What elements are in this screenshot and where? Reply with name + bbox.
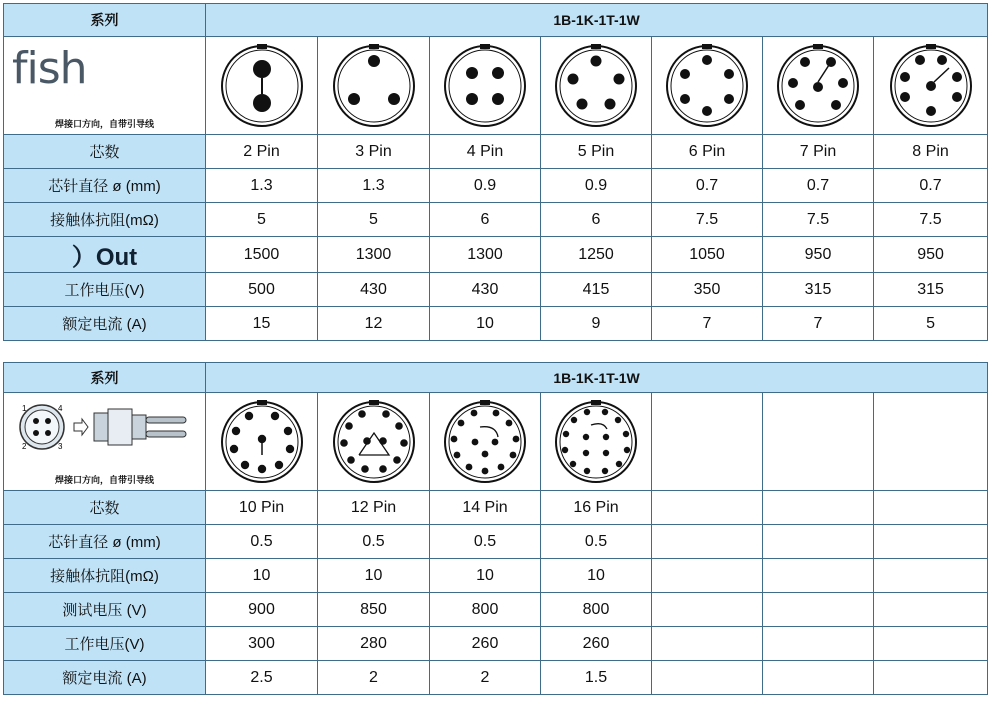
spec-value-cell: 8 Pin — [874, 135, 988, 169]
spec-value-cell: 500 — [206, 273, 318, 307]
spec-value-cell: 2.5 — [206, 661, 318, 695]
spec-value-cell — [763, 525, 874, 559]
pin-layout-2-icon — [217, 41, 307, 131]
spec-value-cell: 0.7 — [763, 169, 874, 203]
spec-value-cell: 2 Pin — [206, 135, 318, 169]
spec-value-cell — [874, 491, 988, 525]
spec-value-cell: 0.9 — [541, 169, 652, 203]
spec-value-cell: 12 Pin — [318, 491, 430, 525]
image-caption: 焊接口方向，自带引导线 — [54, 119, 154, 129]
spec-value-cell — [652, 593, 763, 627]
series-value: 1B-1K-1T-1W — [206, 4, 988, 37]
spec-value-cell: 10 — [430, 307, 541, 341]
spec-value-cell — [874, 559, 988, 593]
row-label: 工作电压(V) — [4, 273, 206, 307]
product-image-cell — [4, 37, 206, 135]
spec-value-cell: 4 Pin — [430, 135, 541, 169]
spec-value-cell: 10 — [541, 559, 652, 593]
spec-value-cell: 0.7 — [652, 169, 763, 203]
spec-value-cell: 950 — [763, 237, 874, 273]
pin-layout-8-icon — [886, 41, 976, 131]
spec-value-cell: 6 — [541, 203, 652, 237]
image-caption: 焊接口方向，自带引导线 — [54, 475, 154, 485]
spec-value-cell — [652, 525, 763, 559]
spec-value-cell: 0.9 — [430, 169, 541, 203]
row-label: ）Out — [4, 237, 206, 273]
pin-layout-14-icon — [440, 397, 530, 487]
spec-row — [4, 273, 988, 307]
spec-value-cell: 2 — [318, 661, 430, 695]
spec-value-cell: 7 — [763, 307, 874, 341]
spec-value-cell: 5 — [874, 307, 988, 341]
spec-value-cell: 1050 — [652, 237, 763, 273]
spec-value-cell: 800 — [430, 593, 541, 627]
spec-value-cell: 260 — [541, 627, 652, 661]
spec-value-cell — [874, 661, 988, 695]
row-label: 额定电流 (A) — [4, 661, 206, 695]
spec-value-cell: 10 — [206, 559, 318, 593]
spec-value-cell — [652, 661, 763, 695]
spec-value-cell — [763, 593, 874, 627]
spec-value-cell: 9 — [541, 307, 652, 341]
spec-row — [4, 627, 988, 661]
spec-value-cell: 350 — [652, 273, 763, 307]
spec-value-cell: 16 Pin — [541, 491, 652, 525]
spec-value-cell: 7.5 — [874, 203, 988, 237]
spec-value-cell — [763, 559, 874, 593]
spec-value-cell: 0.5 — [541, 525, 652, 559]
spec-value-cell: 1500 — [206, 237, 318, 273]
diagram-number-3: 3 — [58, 442, 63, 451]
spec-value-cell: 1250 — [541, 237, 652, 273]
pin-layout-7-icon — [773, 41, 863, 131]
spec-value-cell: 300 — [206, 627, 318, 661]
pin-layout-16-icon — [551, 397, 641, 487]
spec-value-cell: 3 Pin — [318, 135, 430, 169]
spec-value-cell — [652, 627, 763, 661]
spec-value-cell — [874, 627, 988, 661]
spec-value-cell: 430 — [430, 273, 541, 307]
pin-layout-4-icon — [440, 41, 530, 131]
spec-value-cell: 0.5 — [430, 525, 541, 559]
row-label: 接触体抗阻(mΩ) — [4, 203, 206, 237]
series-value: 1B-1K-1T-1W — [206, 363, 988, 393]
spec-value-cell — [874, 593, 988, 627]
spec-value-cell: 5 — [318, 203, 430, 237]
spec-value-cell: 6 — [430, 203, 541, 237]
spec-value-cell: 15 — [206, 307, 318, 341]
spec-value-cell: 850 — [318, 593, 430, 627]
spec-value-cell: 5 — [206, 203, 318, 237]
spec-value-cell: 6 Pin — [652, 135, 763, 169]
row-label: 芯数 — [4, 491, 206, 525]
row-label: 芯针直径 ø (mm) — [4, 169, 206, 203]
spec-value-cell — [874, 525, 988, 559]
spec-row — [4, 661, 988, 695]
row-label: 工作电压(V) — [4, 627, 206, 661]
watermark-text: fish — [12, 43, 87, 94]
spec-value-cell: 7 — [652, 307, 763, 341]
spec-value-cell: 1.3 — [206, 169, 318, 203]
row-label: 芯针直径 ø (mm) — [4, 525, 206, 559]
spec-value-cell: 1.5 — [541, 661, 652, 695]
spec-value-cell: 315 — [763, 273, 874, 307]
spec-value-cell: 10 — [318, 559, 430, 593]
pin-layout-12-icon — [329, 397, 419, 487]
spec-value-cell: 0.7 — [874, 169, 988, 203]
spec-value-cell: 900 — [206, 593, 318, 627]
spec-value-cell: 12 — [318, 307, 430, 341]
series-label: 系列 — [4, 4, 206, 37]
diagram-number-2: 2 — [22, 442, 27, 451]
spec-value-cell: 950 — [874, 237, 988, 273]
pin-layout-5-icon — [551, 41, 641, 131]
spec-value-cell: 415 — [541, 273, 652, 307]
row-label: 额定电流 (A) — [4, 307, 206, 341]
empty-image-cell — [874, 393, 988, 491]
spec-row — [4, 237, 988, 273]
series-label: 系列 — [4, 363, 206, 393]
spec-row — [4, 559, 988, 593]
spec-value-cell: 280 — [318, 627, 430, 661]
connector-diagram-cell — [4, 393, 206, 491]
spec-value-cell: 14 Pin — [430, 491, 541, 525]
spec-value-cell: 7 Pin — [763, 135, 874, 169]
spec-row — [4, 491, 988, 525]
spec-value-cell — [763, 491, 874, 525]
row-label: 接触体抗阻(mΩ) — [4, 559, 206, 593]
spec-value-cell — [763, 627, 874, 661]
spec-value-cell: 7.5 — [652, 203, 763, 237]
pin-layout-3-icon — [329, 41, 419, 131]
pin-layout-6-icon — [662, 41, 752, 131]
spec-value-cell: 430 — [318, 273, 430, 307]
spec-row — [4, 593, 988, 627]
spec-row — [4, 203, 988, 237]
spec-value-cell: 1.3 — [318, 169, 430, 203]
spec-value-cell — [652, 559, 763, 593]
spec-value-cell: 0.5 — [206, 525, 318, 559]
spec-row — [4, 525, 988, 559]
spec-value-cell: 260 — [430, 627, 541, 661]
spec-value-cell: 10 — [430, 559, 541, 593]
spec-row — [4, 307, 988, 341]
spec-value-cell: 5 Pin — [541, 135, 652, 169]
row-label: 测试电压 (V) — [4, 593, 206, 627]
spec-value-cell: 7.5 — [763, 203, 874, 237]
spec-value-cell — [652, 491, 763, 525]
spec-value-cell: 2 — [430, 661, 541, 695]
diagram-number-1: 1 — [22, 404, 27, 413]
spec-value-cell: 0.5 — [318, 525, 430, 559]
row-label: 芯数 — [4, 135, 206, 169]
empty-image-cell — [763, 393, 874, 491]
spec-value-cell: 10 Pin — [206, 491, 318, 525]
spec-value-cell: 1300 — [318, 237, 430, 273]
connector-diagram-icon — [10, 397, 196, 459]
spec-table-1 — [3, 3, 988, 341]
spec-value-cell: 800 — [541, 593, 652, 627]
spec-value-cell: 315 — [874, 273, 988, 307]
spec-row — [4, 135, 988, 169]
pin-layout-10-icon — [217, 397, 307, 487]
spec-table-2 — [3, 362, 988, 695]
diagram-number-4: 4 — [58, 404, 63, 413]
spec-row — [4, 169, 988, 203]
spec-value-cell: 1300 — [430, 237, 541, 273]
spec-value-cell — [763, 661, 874, 695]
empty-image-cell — [652, 393, 763, 491]
